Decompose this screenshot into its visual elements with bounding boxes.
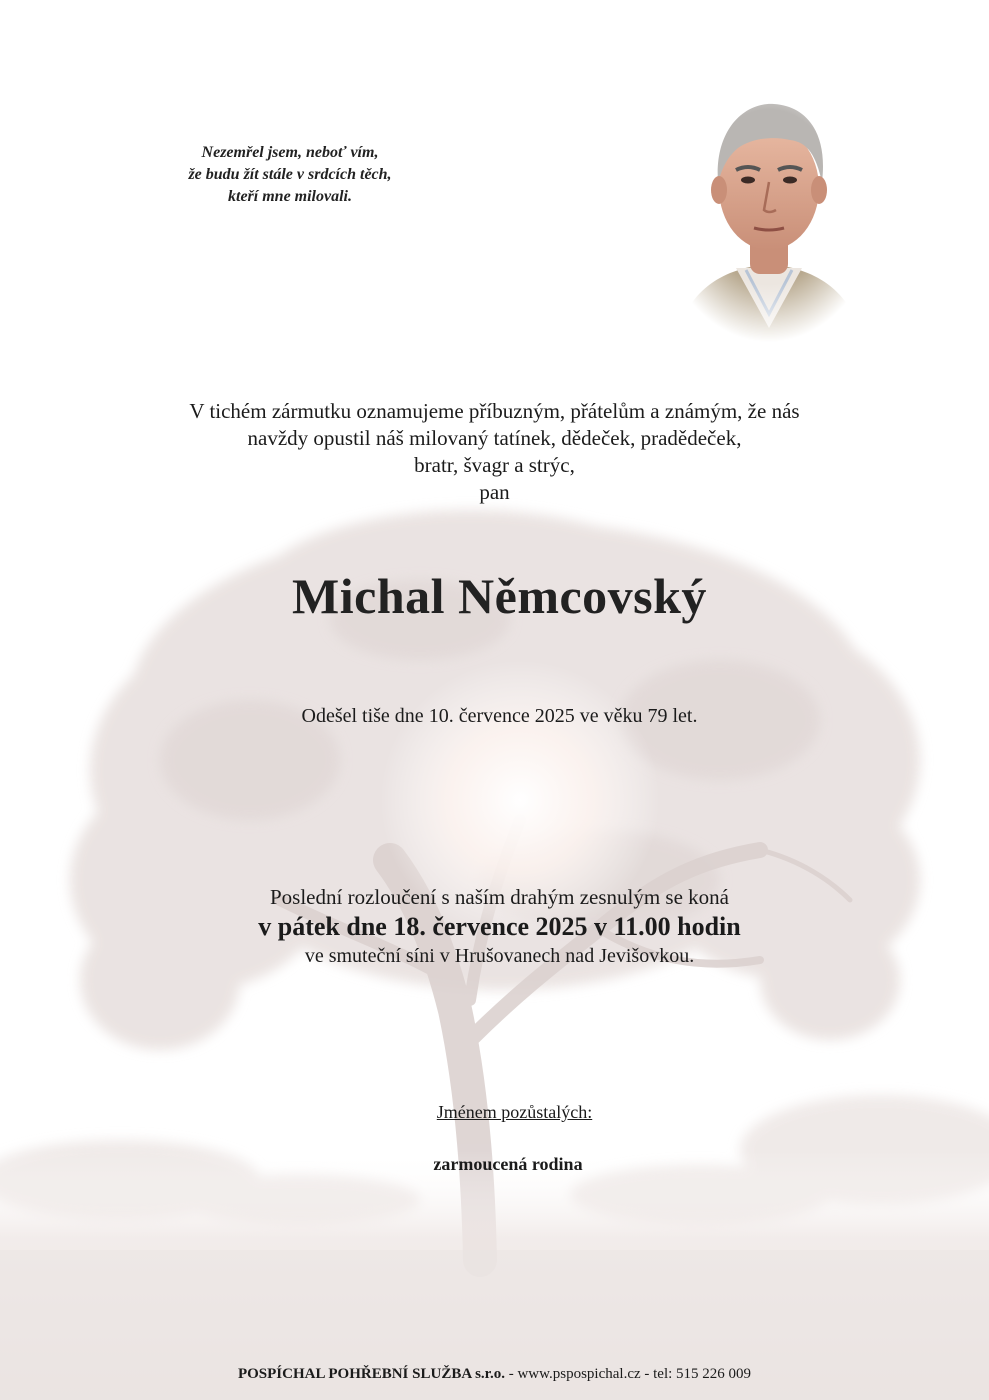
announcement-text — [100, 398, 889, 506]
announcement-line: pan — [479, 480, 510, 504]
family-signature: zarmoucená rodina — [433, 1154, 583, 1174]
footer — [150, 1364, 839, 1384]
memorial-quote — [150, 142, 430, 208]
deceased-name: Michal Němcovský — [292, 568, 707, 624]
footer-company: POSPÍCHAL POHŘEBNÍ SLUŽBA s.r.o. — [237, 1366, 505, 1382]
announcement-line: bratr, švagr a strýc, — [414, 453, 575, 477]
farewell-info — [100, 884, 899, 969]
quote-line: že budu žít stále v srdcích těch, — [188, 166, 392, 183]
announcement-line: navždy opustil náš milovaný tatínek, dědeček, pradědeček, — [247, 426, 742, 450]
death-date-text: Odešel tiše dne 10. července 2025 ve věku 79 let. — [301, 705, 698, 727]
quote-line: Nezemřel jsem, neboť vím, — [201, 144, 379, 161]
portrait-photo — [666, 78, 872, 342]
farewell-date-time: v pátek dne 18. července 2025 v 11.00 hodin — [258, 912, 741, 941]
on-behalf-heading: Jménem pozůstalých: — [436, 1102, 593, 1122]
announcement-line: V tichém zármutku oznamujeme příbuzným, přátelům a známým, že nás — [189, 399, 800, 423]
quote-line: kteří mne milovali. — [228, 188, 352, 205]
farewell-location: ve smuteční síni v Hrušovanech nad Jevišovkou. — [304, 945, 695, 967]
farewell-line: Poslední rozloučení s naším drahým zesnulým se koná — [270, 885, 729, 909]
footer-contact: - www.pspospichal.cz - tel: 515 226 009 — [504, 1366, 752, 1382]
